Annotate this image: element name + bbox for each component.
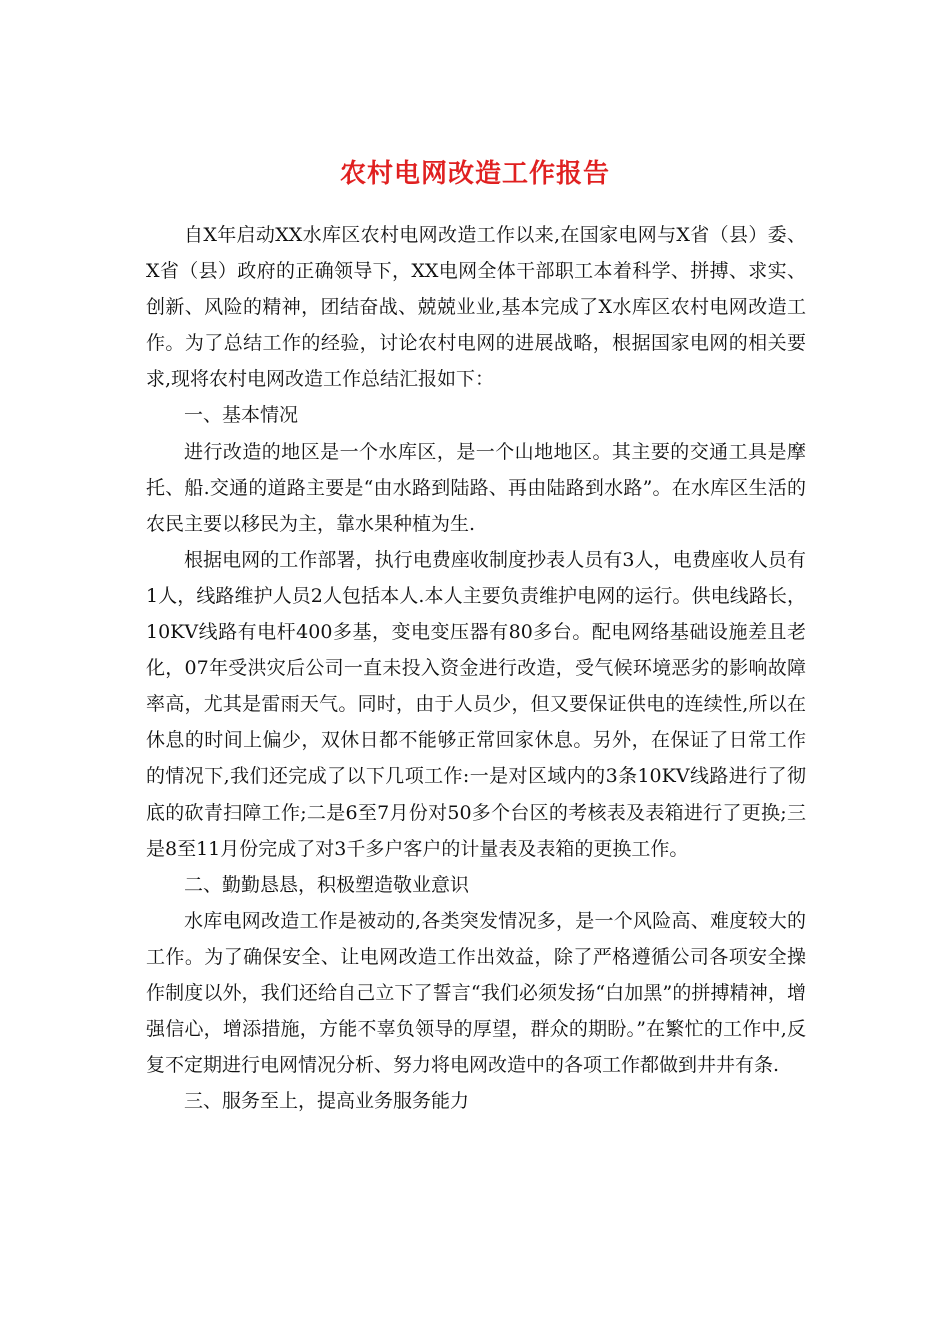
document-body [146, 217, 806, 1119]
document-title: 农村电网改造工作报告 [339, 159, 610, 189]
paragraph-intro: 自X年启动XX水库区农村电网改造工作以来,在国家电网与X省（县）委、X省（县）政府的正确领导下，XX电网全体干部职工本着科学、拼搏、求实、创新、风险的精神，团结奋战、兢兢业业,基本完成了X水库区农村电网改造工作。为了总结工作的经验，讨论农村电网的进展战略，根据国家电网的相关要求,现将农村电网改造工作总结汇报如下： [146, 224, 806, 391]
section-heading-basic-situation: 一、基本情况 [184, 404, 299, 427]
paragraph-area-description: 进行改造的地区是一个水库区，是一个山地地区。其主要的交通工具是摩托、船.交通的道路主要是“由水路到陆路、再由陆路到水路”。在水库区生活的农民主要以移民为主，靠水果种植为生. [146, 440, 806, 535]
paragraph-work-deployment: 根据电网的工作部署，执行电费座收制度抄表人员有3人，电费座收人员有1人，线路维护人员2人包括本人.本人主要负责维护电网的运行。供电线路长，10KV线路有电杆400多基，变电变压器有80多台。配电网络基础设施差且老化，07年受洪灾后公司一直未投入资金进行改造，受气候环境恶劣的影响故障率高，尤其是雷雨天气。同时，由于人员少，但又要保证供电的连续性,所以在休息的时间上偏少，双休日都不能够正常回家休息。另外，在保证了日常工作的情况下,我们还完成了以下几项工作:一是对区域内的3条10KV线路进行了彻底的砍青扫障工作;二是6至7月份对50多个台区的考核表及表箱进行了更换;三是8至11月份完成了对3千多户客户的计量表及表箱的更换工作。 [146, 548, 806, 860]
paragraph-reservoir-work: 水库电网改造工作是被动的,各类突发情况多，是一个风险高、难度较大的工作。为了确保安全、让电网改造工作出效益，除了严格遵循公司各项安全操作制度以外，我们还给自己立下了誓言“我们必须发扬“白加黑”的拼搏精神，增强信心，增添措施，方能不辜负领导的厚望，群众的期盼。”在繁忙的工作中,反复不定期进行电网情况分析、努力将电网改造中的各项工作都做到井井有条. [146, 909, 806, 1077]
section-heading-service: 三、服务至上，提高业务服务能力 [184, 1090, 470, 1113]
section-heading-dedication: 二、勤勤恳恳，积极塑造敬业意识 [184, 873, 470, 896]
